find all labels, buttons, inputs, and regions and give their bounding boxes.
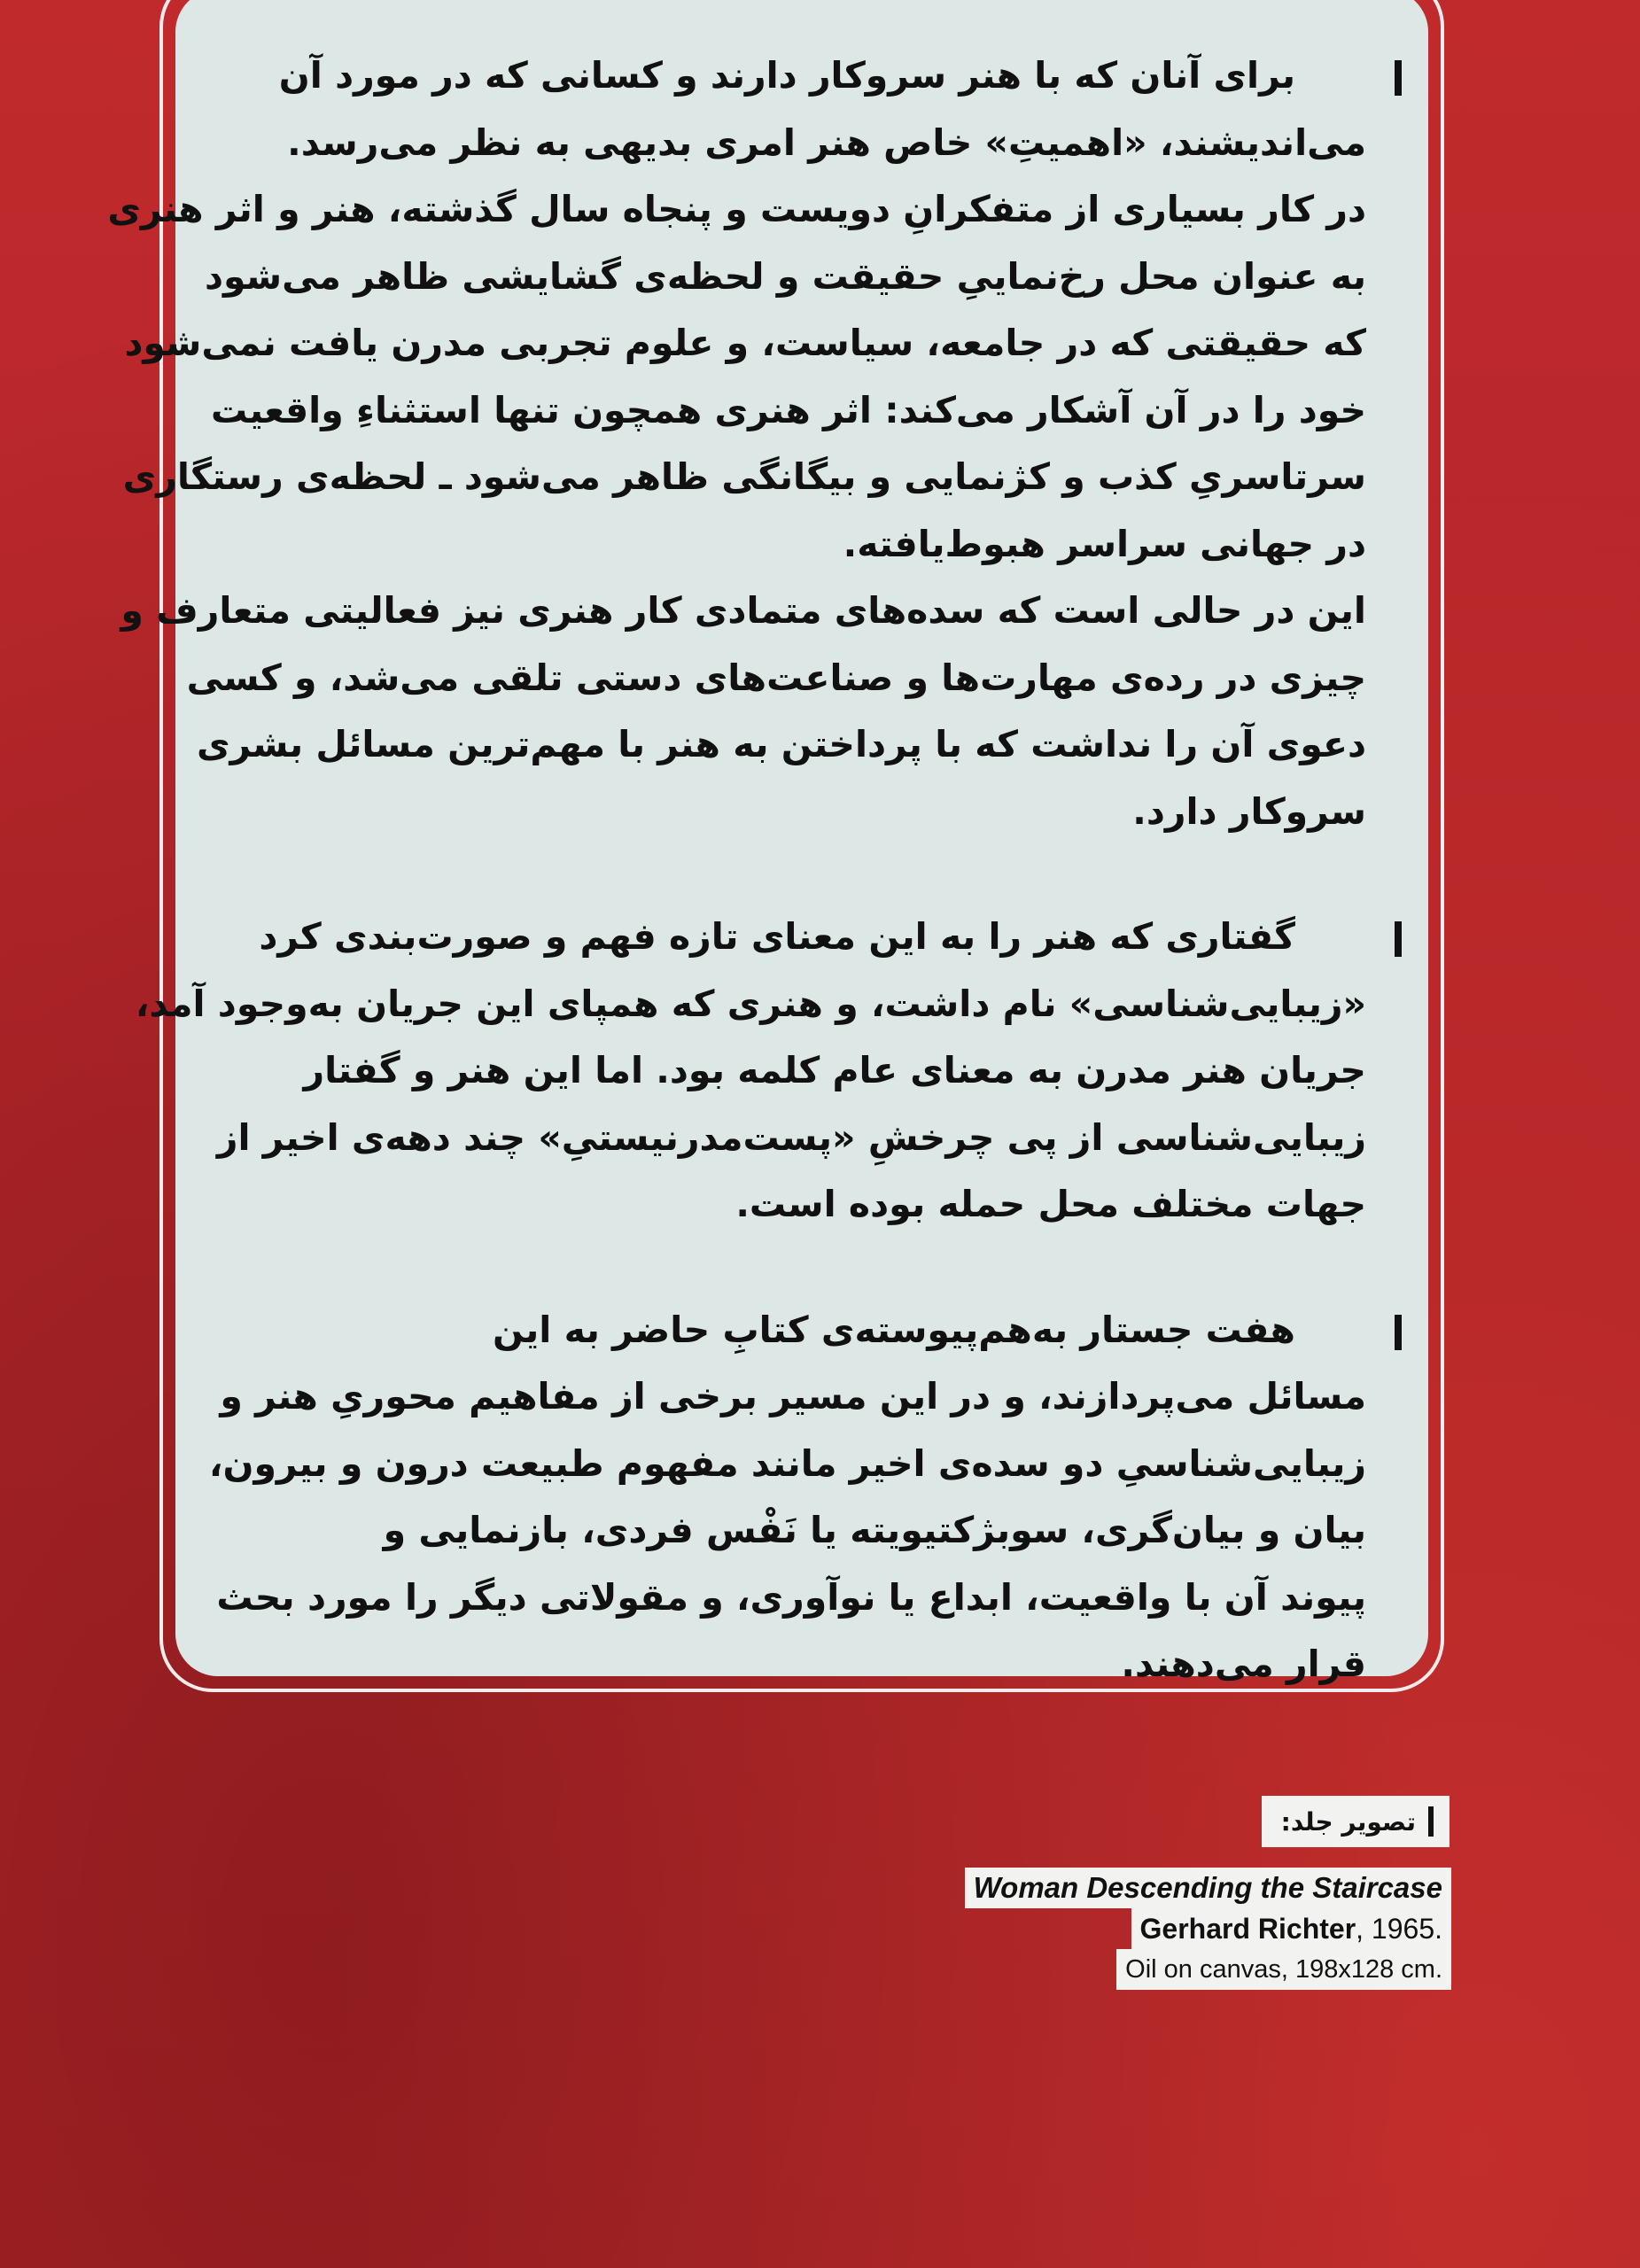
paragraph-line: سروکار دارد. bbox=[1132, 789, 1366, 833]
paragraph-line: این در حالی است که سده‌های متمادی کار هنری نیز فعالیتی متعارف و bbox=[120, 589, 1366, 632]
paragraph-line: به عنوان محل رخ‌نماییِ حقیقت و لحظه‌ی گشایشی ظاهر می‌شود bbox=[205, 254, 1366, 298]
blurb-paragraph-3 bbox=[208, 1297, 1366, 1698]
paragraph-line: در کار بسیاری از متفکرانِ دویست و پنجاه سال گذشته، هنر و اثر هنری bbox=[107, 188, 1366, 230]
paragraph-marker bbox=[1395, 921, 1402, 957]
paragraph-line: هفت جستار به‌هم‌پیوسته‌ی کتابِ حاضر به این bbox=[492, 1308, 1295, 1351]
paragraph-line: سرتاسریِ کذب و کژنمایی و بیگانگی ظاهر می‌شود ـ لحظه‌ی رستگاری bbox=[122, 455, 1366, 498]
paragraph-line: زیبایی‌شناسی از پی چرخشِ «پست‌مدرنیستیِ» چند دهه‌ی اخیر از bbox=[216, 1115, 1366, 1159]
artwork-title: Woman Descending the Staircase bbox=[965, 1868, 1451, 1908]
paragraph-line: که حقیقتی که در جامعه، سیاست، و علوم تجربی مدرن یافت نمی‌شود bbox=[124, 322, 1366, 364]
paragraph-line: مسائل می‌پردازند، و در این مسیر برخی از مفاهیم محوریِ هنر و bbox=[220, 1375, 1366, 1418]
paragraph-line: چیزی در رده‌ی مهارت‌ها و صناعت‌های دستی تلقی می‌شد، و کسی bbox=[186, 656, 1366, 699]
artwork-artist: Gerhard Richter bbox=[1139, 1913, 1356, 1945]
paragraph-line: می‌اندیشند، «اهمیتِ» خاص هنر امری بدیهی به نظر می‌رسد. bbox=[287, 120, 1366, 164]
paragraph-line: جهات مختلف محل حمله بوده است. bbox=[735, 1183, 1366, 1225]
paragraph-line: بیان و بیان‌گری، سوبژکتیویته یا نَفْس فردی، بازنمایی و bbox=[383, 1509, 1366, 1551]
paragraph-line: جریان هنر مدرن به معنای عام کلمه بود. اما این هنر و گفتار bbox=[303, 1049, 1366, 1091]
paragraph-line: خود را در آن آشکار می‌کند: اثر هنری همچون تنها استثناءِ واقعیت bbox=[211, 388, 1366, 431]
label-marker bbox=[1428, 1806, 1434, 1837]
cover-artwork-credit bbox=[965, 1868, 1451, 1990]
paragraph-line: «زیبایی‌شناسی» نام داشت، و هنری که همپای این جریان به‌وجود آمد، bbox=[135, 982, 1366, 1025]
paragraph-line: دعوی آن را نداشت که با پرداختن به هنر با مهم‌ترین مسائل بشری bbox=[196, 723, 1366, 765]
artwork-medium: Oil on canvas, 198x128 cm. bbox=[1116, 1949, 1451, 1990]
paragraph-line: برای آنان که با هنر سروکار دارند و کسانی که در مورد آن bbox=[278, 54, 1295, 97]
paragraph-line: گفتاری که هنر را به این معنای تازه فهم و صورت‌بندی کرد bbox=[259, 915, 1295, 958]
paragraph-line: در جهانی سراسر هبوط‌یافته. bbox=[843, 522, 1366, 565]
artwork-artist-line bbox=[1131, 1908, 1451, 1949]
cover-image-label-text: تصویر جلد: bbox=[1280, 1806, 1416, 1837]
blurb-paragraph-1 bbox=[107, 43, 1366, 845]
paragraph-line: قرار می‌دهند. bbox=[1121, 1643, 1366, 1685]
blurb-paragraph-2 bbox=[135, 904, 1366, 1239]
paragraph-marker bbox=[1395, 60, 1402, 96]
blurb-panel-frame bbox=[107, 0, 1444, 1692]
blurb-panel bbox=[107, 0, 1428, 1685]
artwork-year: , 1965. bbox=[1356, 1913, 1442, 1945]
paragraph-marker bbox=[1395, 1315, 1402, 1350]
cover-image-label bbox=[1262, 1796, 1450, 1847]
paragraph-line: پیوند آن با واقعیت، ابداع یا نوآوری، و مقولاتی دیگر را مورد بحث bbox=[216, 1575, 1366, 1619]
paragraph-line: زیبایی‌شناسیِ دو سده‌ی اخیر مانند مفهوم طبیعت درون و بیرون، bbox=[208, 1441, 1366, 1485]
